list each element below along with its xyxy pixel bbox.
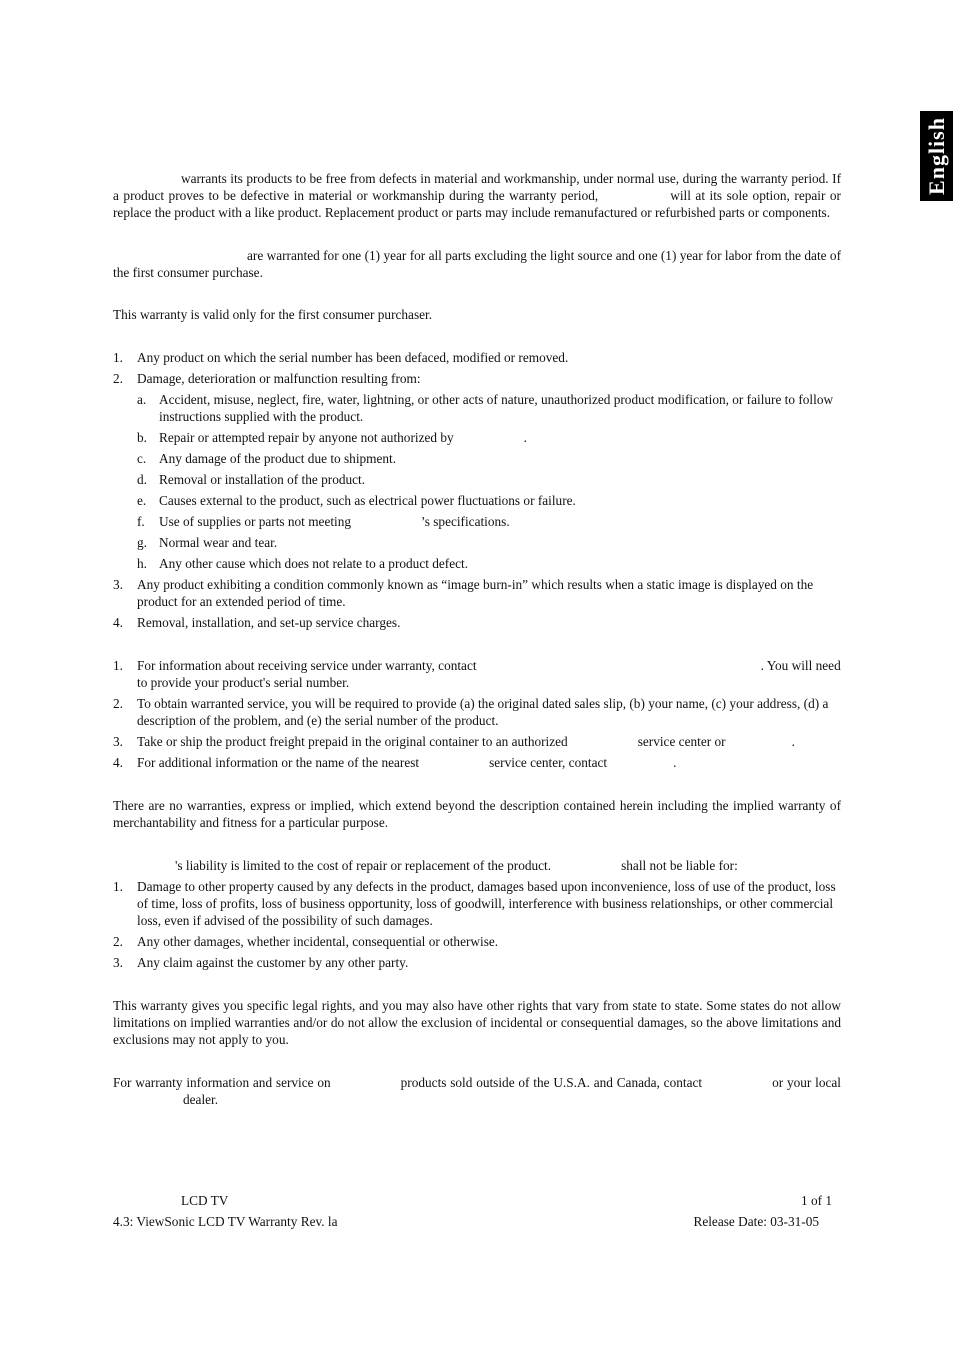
warranty-intro-part-b: will at its sole option, repair or replace the product with a like product. Replacement product or parts may include remanufactured or refurbished parts or components. (113, 188, 841, 220)
warranty-duration-paragraph: are warranted for one (1) year for all parts excluding the light source and one (1) year for labor from the date of the first consumer purchase. (113, 248, 841, 280)
list-item: f. Use of supplies or parts not meeting ’s specifications. (137, 514, 510, 529)
damage-causes-list (137, 391, 841, 572)
not-covered-list (113, 349, 841, 631)
list-item: a. Accident, misuse, neglect, fire, water, lightning, or other acts of nature, unauthorized product modification, or failure to follow instructions supplied with the product. (137, 392, 834, 424)
list-item: h. Any other cause which does not relate to a product defect. (137, 556, 469, 571)
list-item: 1. Damage to other property caused by any defects in the product, damages based upon inconvenience, loss of use of the product, loss of time, loss of profits, loss of business opportunity, loss of goodwill, interference with business relationships, or other commercial loss, even if advised of the possibility of such damages. (113, 879, 836, 928)
list-item: 2. Any other damages, whether incidental, consequential or otherwise. (113, 934, 499, 949)
language-tab (920, 111, 953, 201)
list-item: 4. Removal, installation, and set-up service charges. (113, 615, 401, 630)
list-item: 2. To obtain warranted service, you will be required to provide (a) the original dated sales slip, (b) your name, (c) your address, (d) a description of the problem, and (e) the serial number of the product. (113, 696, 829, 728)
service-steps-list (113, 657, 841, 771)
warranty-intro-paragraph (113, 170, 841, 221)
list-item: 3. Any claim against the customer by any other party. (113, 955, 409, 970)
warranty-body (113, 170, 841, 1108)
list-item: 4. For additional information or the name of the nearest service center, contact . (113, 755, 677, 770)
list-item: d. Removal or installation of the product. (137, 472, 366, 487)
liability-intro: 's liability is limited to the cost of repair or replacement of the product. shall not be liable for: (175, 858, 738, 873)
list-item: g. Normal wear and tear. (137, 535, 278, 550)
state-law-paragraph: This warranty gives you specific legal rights, and you may also have other rights that vary from state to state. Some states do not allow limitations on implied warranties and/or do not allow the exclusion of incidental or consequential damages, so the above limitations and exclusions may not apply to you. (113, 998, 841, 1047)
implied-warranty-paragraph: There are no warranties, express or implied, which extend beyond the description contained herein including the implied warranty of merchantability and fitness for a particular purpose. (113, 798, 841, 830)
footer-page-number: 1 of 1 (800, 1193, 832, 1208)
footer-product: LCD TV (181, 1193, 229, 1208)
footer-row-2 (113, 1213, 831, 1234)
page-footer (113, 1192, 831, 1234)
footer-row-1 (113, 1192, 831, 1213)
list-item: b. Repair or attempted repair by anyone not authorized by . (137, 430, 527, 445)
list-item: e. Causes external to the product, such as electrical power fluctuations or failure. (137, 493, 576, 508)
list-item: 2. Damage, deterioration or malfunction resulting from: a. Accident, misuse, neglect, fire, water, lightning, or other acts of nature, unauthorized product modification, or failure to follow instructions supplied with the product. b. Repair or attempted repair by anyone not authorized by . c. Any damage of the product due to shipment. d. Removal or installation of the product. e. Causes external to the product, such as electrical power fluctuations or failure. f. Use of supplies or parts not meeting ’s specifications. g. Normal wear and tear. h. Any other cause which does not relate to a product defect. (113, 370, 841, 572)
list-item: 3. Any product exhibiting a condition commonly known as “image burn-in” which results when a static image is displayed on the product for an extended period of time. (113, 577, 814, 609)
liability-list (113, 878, 841, 971)
footer-release-date: Release Date: 03-31-05 (693, 1214, 819, 1229)
list-item: 3. Take or ship the product freight prepaid in the original container to an authorized service center or . (113, 734, 795, 749)
warranty-intro-part-a: warrants its products to be free from defects in material and workmanship, under normal use, during the warranty period. If a product proves to be defective in material or workmanship during the warranty period, (113, 171, 841, 203)
list-item: c. Any damage of the product due to shipment. (137, 451, 397, 466)
footer-doc-id: 4.3: ViewSonic LCD TV Warranty Rev. la (113, 1214, 338, 1229)
list-item: 1. Any product on which the serial number has been defaced, modified or removed. (113, 350, 569, 365)
warranty-coverage-paragraph: This warranty is valid only for the first consumer purchaser. (113, 307, 433, 322)
list-item: 1. For information about receiving service under warranty, contact . You will need to provide your product's serial number. (113, 658, 841, 690)
language-tab-label: English (923, 117, 949, 195)
outside-service-paragraph: For warranty information and service on products sold outside of the U.S.A. and Canada, contact or your localdealer. (113, 1075, 841, 1107)
